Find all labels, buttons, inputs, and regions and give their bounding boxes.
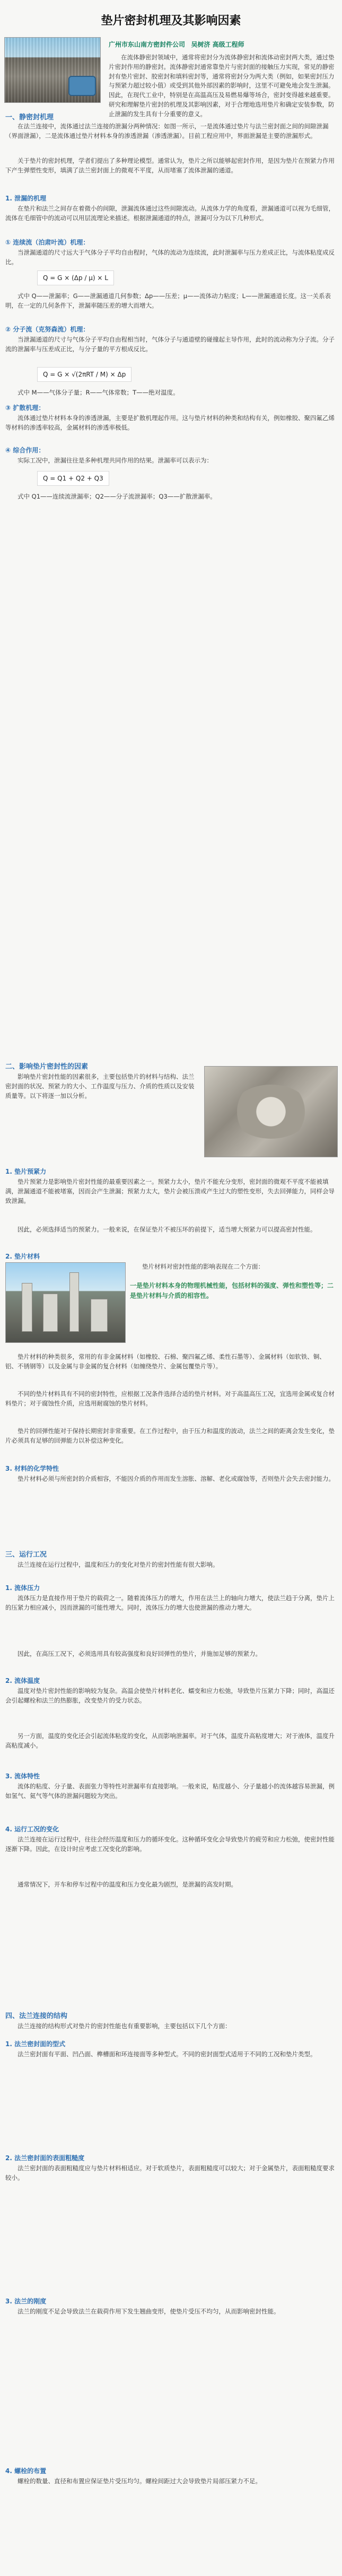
intro-paragraph: 在流体静密封领域中，通常将密封分为流体静密封和流体动密封两大类，通过垫片密封作用的静密封。流体静密封通常靠垫片与密封面的接触压力实现，常见的静密封有垫片密封、胶密封和填料密封等，通常将密封分为两大类（例如，如果密封压力与预紧力超过较小值）或受到其他外部因素的影响时，这里不可避免地会发生泄漏。因此，在现代工业中，特别是在高温高压及易燃易爆等场合，密封变得越来越重要。研究和理解垫片密封的机理及其影响因素，对于合理地选用垫片和确定安装参数，防止泄漏的发生具有十分重要的意义。 — [109, 54, 335, 118]
s2-paragraph-1: 影响垫片密封性能的因素很多，主要包括垫片的材料与结构、法兰密封面的状况、预紧力的大小、工作温度与压力、介质的性质以及安装质量等。以下将逐一加以分析。 — [5, 1073, 195, 1099]
equipment-shape — [68, 76, 96, 96]
s3d-paragraph-1: 法兰连接在运行过程中，往往会经历温度和压力的循环变化。这种循环变化会导致垫片的疲劳和应力松弛，使密封性能逐渐下降。因此，在设计时应考虑工况变化的影响。 — [5, 1836, 335, 1853]
section-2-title: 二、影响垫片密封性的因素 — [5, 1063, 89, 1071]
s1a-title: 1. 泄漏的机理 — [5, 195, 47, 202]
section-3-title: 三、运行工况 — [5, 1551, 47, 1559]
s1a-paragraph-2: 当泄漏通道的尺寸远大于气体分子平均自由程时，气体的流动为连续流，此时泄漏率与压力差成正比，与流体粘度成反比。 — [5, 249, 335, 266]
s3c-title: 3. 流体特性 — [5, 1772, 40, 1780]
s2b-paragraph-1: 垫片材料的种类很多，常用的有非金属材料（如橡胶、石棉、聚四氟乙烯、柔性石墨等）、金属材料（如软铁、铜、铝、不锈钢等）以及金属与非金属的复合材料（如缠绕垫片、金属包覆垫片等）。 — [5, 1353, 326, 1370]
formula-3: Q = Q1 + Q2 + Q3 — [37, 471, 109, 486]
s4-sub-4: 4. 螺栓的布置 — [5, 2467, 47, 2475]
byline — [109, 40, 337, 49]
s4-paragraph-5: 螺栓的数量、直径和布置应保证垫片受压均匀。螺栓间距过大会导致垫片局部压紧力不足。 — [17, 2477, 261, 2485]
refinery-photo — [5, 1262, 126, 1343]
s1a-sub-3: ③ 扩散机理： — [5, 404, 45, 412]
s2b-paragraph-2: 不同的垫片材料具有不同的密封特性，应根据工况条件选择合适的垫片材料。对于高温高压工况，宜选用金属或复合材料垫片；对于腐蚀性介质，应选用耐腐蚀的垫片材料。 — [5, 1390, 335, 1407]
byline-author: 吴树济 高级工程师 — [191, 41, 244, 48]
s3d-paragraph-2: 通常情况下，开车和停车过程中的温度和压力变化最为剧烈，是泄漏的高发时期。 — [17, 1881, 237, 1888]
s1a-paragraph-4: 当泄漏通道的尺寸与气体分子平均自由程相当时，气体分子与通道壁的碰撞起主导作用，此时的流动称为分子流。分子流的泄漏率与压差成正比，与分子量的平方根成反比。 — [5, 336, 335, 353]
formula-2: Q = G × √(2πRT / M) × Δp — [37, 367, 131, 382]
s4-sub-2: 2. 法兰密封面的表面粗糙度 — [5, 2154, 85, 2162]
s4-paragraph-3: 法兰密封面的表面粗糙度应与垫片材料相适应。对于软质垫片，表面粗糙度可以较大；对于金属垫片，表面粗糙度要求较小。 — [5, 2164, 335, 2181]
s3a-title: 1. 流体压力 — [5, 1584, 40, 1592]
s1a-paragraph-6: 流体通过垫片材料本身的渗透泄漏，主要是扩散机理起作用。这与垫片材料的种类和结构有关，例如橡胶、聚四氟乙烯等材料的渗透率较高，金属材料的渗透率极低。 — [5, 414, 335, 431]
s2b-caption: 垫片材料对密封性能的影响表现在二个方面： — [142, 1263, 264, 1270]
s3c-paragraph-1: 流体的粘度、分子量、表面张力等特性对泄漏率有直接影响。一般来说，粘度越小、分子量越小的流体越容易泄漏，例如氢气、氦气等气体的泄漏问题较为突出。 — [5, 1783, 335, 1800]
s1a-sub-1: ① 连续流（泊肃叶流）机理： — [5, 239, 90, 246]
s3b-title: 2. 流体温度 — [5, 1677, 40, 1684]
s1a-paragraph-8: 式中 Q1——连续流泄漏率；Q2——分子流泄漏率；Q3——扩散泄漏率。 — [17, 493, 216, 500]
s1a-paragraph-7: 实际工况中，泄漏往往是多种机理共同作用的结果。泄漏率可以表示为： — [17, 457, 213, 464]
s4-paragraph-4: 法兰的刚度不足会导致法兰在载荷作用下发生翘曲变形，使垫片受压不均匀，从而影响密封性能。 — [17, 2308, 280, 2315]
s4-paragraph-2: 法兰密封面有平面、凹凸面、榫槽面和环连接面等多种型式。不同的密封面型式适用于不同的工况和垫片类型。 — [17, 2050, 317, 2058]
s3a-paragraph-1: 流体压力是直接作用于垫片的载荷之一。随着流体压力的增大，作用在法兰上的轴向力增大，使法兰趋于分离，垫片上的压紧力相应减小，因而泄漏的可能性增大。同时，流体压力的增大也使泄漏的推动力增大。 — [5, 1594, 335, 1611]
article-title: 垫片密封机理及其影响因素 — [101, 14, 241, 28]
s2a-paragraph-1: 垫片预紧力是影响垫片密封性能的最重要因素之一。预紧力太小，垫片不能充分变形，密封面的微观不平度不能被填满，泄漏通道不能被堵塞，因而会产生泄漏；预紧力太大，垫片会被压溃或产生过大的塑性变形，失去回弹能力，同样会导致泄漏。 — [5, 1178, 335, 1204]
s3-paragraph-1: 法兰连接在运行过程中，温度和压力的变化对垫片的密封性能有很大影响。 — [17, 1561, 219, 1568]
industrial-plant-photo — [4, 37, 101, 103]
s4-sub-1: 1. 法兰密封面的型式 — [5, 2040, 66, 2048]
s4-paragraph-1: 法兰连接的结构形式对垫片的密封性能也有重要影响，主要包括以下几个方面： — [17, 2022, 231, 2030]
s2c-paragraph-1: 垫片材料必须与所密封的介质相容，不能因介质的作用而发生溶胀、溶解、老化或腐蚀等，否则垫片会失去密封能力。 — [17, 1475, 335, 1482]
section-1-title: 一、静密封机理 — [5, 113, 54, 121]
s2a-title: 1. 垫片预紧力 — [5, 1168, 47, 1175]
formula-1: Q = G × (Δp / μ) × L — [37, 270, 114, 285]
s2b-paragraph-3: 垫片的回弹性能对于保持长期密封非常重要。在工作过程中，由于压力和温度的波动，法兰之间的距离会发生变化，垫片必须具有足够的回弹能力以补偿这种变化。 — [5, 1427, 335, 1444]
s1-paragraph-1: 在法兰连接中，流体通过法兰连接的泄漏分两种情况：如图一所示，一是流体通过垫片与法兰密封面之间的间隙泄漏（界面泄漏），二是流体通过垫片材料本身的渗透泄漏（渗透泄漏）。目前工程应用中，界面泄漏是主要的泄漏形式。 — [5, 123, 329, 139]
s4-sub-3: 3. 法兰的刚度 — [5, 2298, 47, 2305]
s2b-title: 2. 垫片材料 — [5, 1253, 40, 1260]
s1a-sub-4: ④ 综合作用： — [5, 447, 45, 454]
section-4-title: 四、法兰连接的结构 — [5, 2012, 68, 2020]
valves-pipes-photo — [204, 1066, 338, 1157]
s2a-paragraph-2: 因此，必须选择适当的预紧力。一般来说，在保证垫片不被压坏的前提下，适当增大预紧力可以提高密封性能。 — [17, 1226, 317, 1233]
s3a-paragraph-2: 因此，在高压工况下，必须选用具有较高强度和良好回弹性的垫片，并施加足够的预紧力。 — [17, 1650, 261, 1657]
s3b-paragraph-1: 温度对垫片密封性能的影响较为复杂。高温会使垫片材料老化、蠕变和应力松弛，导致垫片压紧力下降；同时，高温还会引起螺栓和法兰的热膨胀，改变垫片的受力状态。 — [5, 1687, 335, 1704]
byline-org: 广州市东山南方密封件公司 — [109, 41, 186, 48]
s3b-paragraph-2: 另一方面，温度的变化还会引起流体粘度的变化，从而影响泄漏率。对于气体，温度升高粘度增大；对于液体，温度升高粘度减小。 — [5, 1732, 335, 1749]
s3d-title: 4. 运行工况的变化 — [5, 1826, 59, 1833]
s1a-sub-2: ② 分子流（克努森流）机理： — [5, 326, 90, 333]
s2b-highlight: 一是垫片材料本身的物理机械性能，包括材料的强度、弹性和塑性等；二是垫片材料与介质的相容性。 — [130, 1282, 334, 1299]
s1-paragraph-2: 关于垫片的密封机理，学者们提出了多种理论模型。通常认为，垫片之所以能够起密封作用，是因为垫片在预紧力作用下产生弹塑性变形，填满了法兰密封面上的微观不平度，从而堵塞了流体泄漏的通道。 — [5, 157, 335, 174]
s1a-paragraph-3: 式中 Q——泄漏率；G——泄漏通道几何参数；Δp——压差；μ——流体动力粘度；L——泄漏通道长度。这一关系表明，在一定的几何条件下，泄漏率随压差的增大而增大。 — [5, 292, 331, 309]
s1a-paragraph-1: 在垫片和法兰之间存在着微小的间隙，泄漏流体通过这些间隙流动。从流体力学的角度看，泄漏通道可以视为毛细管，流体在毛细管中的流动可以用层流理论来描述。根据泄漏通道的特点，泄漏可分为以下几种形式。 — [5, 205, 335, 222]
s1a-paragraph-5: 式中 M——气体分子量；R——气体常数；T——绝对温度。 — [17, 389, 179, 396]
s2c-title: 3. 材料的化学特性 — [5, 1465, 59, 1472]
